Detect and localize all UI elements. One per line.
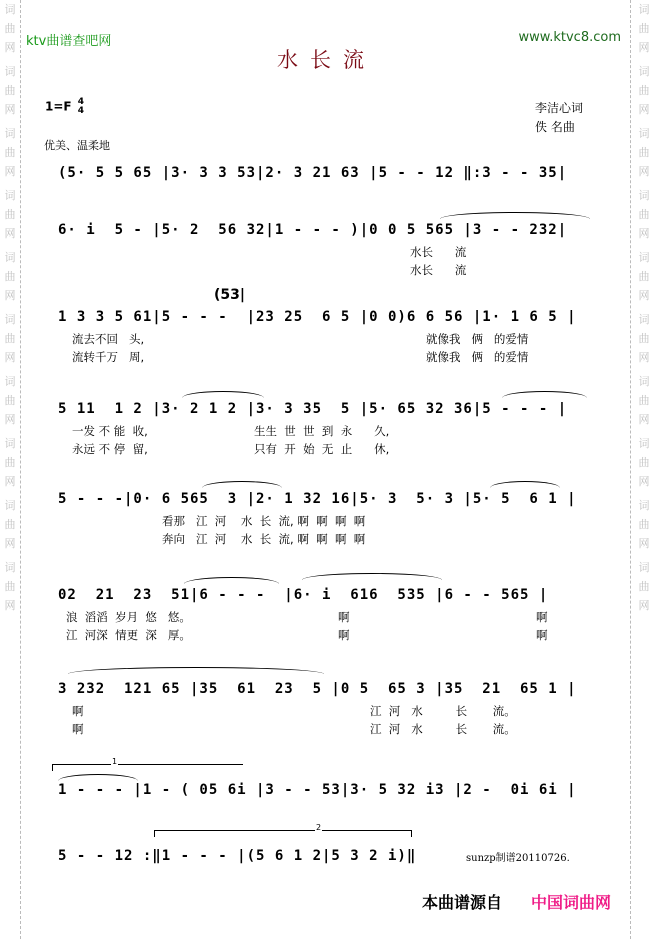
lyrics-verse-1: 浪 滔滔 岁月 悠 悠。 bbox=[66, 610, 191, 624]
lyrics-end-verse-1: 啊 bbox=[536, 610, 548, 624]
volta-bracket-1: 1 bbox=[52, 764, 243, 771]
watermark-glyph: 网 bbox=[4, 475, 16, 488]
site-name-left[interactable]: ktv曲谱查吧网 bbox=[26, 34, 112, 49]
site-url-right[interactable]: www.ktvc8.com bbox=[518, 30, 621, 45]
song-title: 水长流 bbox=[277, 48, 376, 72]
lyrics-verse-2-right: 就像我 俩 的爱情 bbox=[426, 350, 529, 364]
watermark-glyph: 网 bbox=[4, 41, 16, 54]
pickup-notes: (53| bbox=[214, 287, 245, 303]
watermark-glyph: 网 bbox=[4, 537, 16, 550]
watermark-glyph: 网 bbox=[4, 227, 16, 240]
lyrics-verse-1-right: 江 河 水 长 流。 bbox=[370, 704, 516, 718]
notation-line: (5· 5 5 65 |3· 3 3 53|2· 3 21 63 |5 - - 12 ‖:3 - - 35| bbox=[58, 165, 568, 181]
watermark-glyph: 网 bbox=[4, 165, 16, 178]
watermark-glyph: 词 bbox=[4, 313, 16, 326]
notation-line: 5 - - 12 :‖1 - - - |(5 6 1 2|5 3 2 i)‖ bbox=[58, 848, 417, 864]
slur bbox=[502, 391, 587, 398]
watermark-glyph: 曲 bbox=[4, 580, 16, 593]
watermark-glyph: 网 bbox=[4, 103, 16, 116]
watermark-glyph: 词 bbox=[4, 127, 16, 140]
volta-bracket-2: 2 bbox=[154, 830, 412, 837]
watermark-glyph: 词 bbox=[638, 313, 650, 326]
watermark-glyph: 词 bbox=[638, 127, 650, 140]
watermark-glyph: 词 bbox=[638, 189, 650, 202]
lyrics-verse-2: 啊 bbox=[72, 722, 84, 736]
lyrics-verse-1: 啊 bbox=[72, 704, 84, 718]
time-signature: 4 4 bbox=[77, 97, 85, 116]
watermark-glyph: 网 bbox=[4, 413, 16, 426]
watermark-glyph: 网 bbox=[638, 165, 650, 178]
slur bbox=[440, 212, 590, 219]
lyrics-verse-1-right: 生生 世 世 到 永 久, bbox=[254, 424, 390, 438]
watermark-glyph: 网 bbox=[638, 475, 650, 488]
watermark-glyph: 词 bbox=[4, 3, 16, 16]
notation-line: 1 - - - |1 - ( 05 6i |3 - - 53|3· 5 32 i3 |2 - 0i 6i | bbox=[58, 782, 577, 798]
watermark-glyph: 词 bbox=[638, 251, 650, 264]
watermark-glyph: 曲 bbox=[4, 146, 16, 159]
watermark-glyph: 词 bbox=[4, 189, 16, 202]
slur bbox=[202, 481, 282, 488]
slur bbox=[68, 667, 324, 674]
lyrics-verse-2-right: 江 河 水 长 流。 bbox=[370, 722, 516, 736]
watermark-glyph: 曲 bbox=[638, 394, 650, 407]
watermark-glyph: 网 bbox=[4, 351, 16, 364]
slur bbox=[490, 481, 560, 488]
lyricist: 李洁心词 bbox=[535, 101, 584, 115]
watermark-glyph: 网 bbox=[638, 227, 650, 240]
watermark-glyph: 网 bbox=[638, 41, 650, 54]
watermark-glyph: 网 bbox=[638, 289, 650, 302]
watermark-glyph: 词 bbox=[638, 499, 650, 512]
watermark-glyph: 曲 bbox=[638, 518, 650, 531]
lyrics-verse-1: 水长 流 bbox=[410, 245, 467, 259]
watermark-glyph: 网 bbox=[638, 351, 650, 364]
key-label: 1=F bbox=[45, 99, 72, 114]
watermark-glyph: 曲 bbox=[638, 580, 650, 593]
lyrics-verse-2: 流转千万 周, bbox=[72, 350, 145, 364]
source-site-link[interactable]: 中国词曲网 bbox=[531, 893, 612, 912]
watermark-glyph: 网 bbox=[638, 599, 650, 612]
slur bbox=[302, 573, 442, 580]
notation-line: 5 - - -|0· 6 565 3 |2· 1 32 16|5· 3 5· 3 |5· 5 6 1 | bbox=[58, 491, 577, 507]
lyrics-verse-2: 奔向 江 河 水 长 流, 啊 啊 啊 啊 bbox=[162, 532, 366, 546]
watermark-glyph: 网 bbox=[4, 289, 16, 302]
lyrics-verse-1: 看那 江 河 水 长 流, 啊 啊 啊 啊 bbox=[162, 514, 366, 528]
slur bbox=[184, 577, 279, 584]
credits bbox=[535, 99, 583, 137]
watermark-glyph: 曲 bbox=[4, 22, 16, 35]
watermark-glyph: 词 bbox=[4, 65, 16, 78]
notation-line: 6· i 5 - |5· 2 56 32|1 - - - )|0 0 5 565 |3 - - 232| bbox=[58, 222, 568, 238]
notation-line: 02 21 23 51|6 - - - |6· i 616 535 |6 - - 565 | bbox=[58, 587, 549, 603]
tie bbox=[58, 774, 138, 781]
lyrics-mid-verse-2: 啊 bbox=[338, 628, 350, 642]
composer: 佚 名曲 bbox=[535, 120, 575, 134]
watermark-glyph: 曲 bbox=[638, 22, 650, 35]
watermark-glyph: 曲 bbox=[638, 84, 650, 97]
lyrics-verse-2-right: 只有 开 始 无 止 休, bbox=[254, 442, 390, 456]
lyrics-mid-verse-1: 啊 bbox=[338, 610, 350, 624]
lyrics-verse-1: 流去不回 头, bbox=[72, 332, 145, 346]
notation-line: 3 232 121 65 |35 61 23 5 |0 5 65 3 |35 21 65 1 | bbox=[58, 681, 577, 697]
watermark-glyph: 曲 bbox=[4, 518, 16, 531]
watermark-glyph: 曲 bbox=[638, 332, 650, 345]
watermark-glyph: 词 bbox=[638, 561, 650, 574]
notation-line: 5 11 1 2 |3· 2 1 2 |3· 3 35 5 |5· 65 32 36|5 - - - | bbox=[58, 401, 568, 417]
watermark-glyph: 词 bbox=[638, 3, 650, 16]
lyrics-verse-2: 水长 流 bbox=[410, 263, 467, 277]
watermark-glyph: 词 bbox=[4, 561, 16, 574]
watermark-glyph: 曲 bbox=[638, 146, 650, 159]
watermark-glyph: 曲 bbox=[4, 208, 16, 221]
watermark-glyph: 词 bbox=[4, 375, 16, 388]
notation-line: 1 3 3 5 61|5 - - - |23 25 6 5 |0 0)6 6 56 |1· 1 6 5 | bbox=[58, 309, 577, 325]
slur bbox=[182, 391, 264, 398]
watermark-glyph: 曲 bbox=[4, 332, 16, 345]
watermark-glyph: 曲 bbox=[4, 394, 16, 407]
key-signature bbox=[45, 98, 84, 116]
lyrics-end-verse-2: 啊 bbox=[536, 628, 548, 642]
watermark-glyph: 网 bbox=[638, 413, 650, 426]
watermark-glyph: 词 bbox=[638, 437, 650, 450]
lyrics-verse-2: 江 河深 情更 深 厚。 bbox=[66, 628, 191, 642]
lyrics-verse-1: 一发 不 能 收, bbox=[72, 424, 148, 438]
watermark-glyph: 曲 bbox=[4, 270, 16, 283]
watermark-glyph: 曲 bbox=[638, 208, 650, 221]
right-border-watermark bbox=[630, 0, 653, 939]
lyrics-verse-1-right: 就像我 俩 的爱情 bbox=[426, 332, 529, 346]
watermark-glyph: 词 bbox=[4, 499, 16, 512]
watermark-glyph: 曲 bbox=[4, 84, 16, 97]
watermark-glyph: 网 bbox=[4, 599, 16, 612]
watermark-glyph: 词 bbox=[638, 375, 650, 388]
left-border-watermark bbox=[0, 0, 21, 939]
watermark-glyph: 网 bbox=[638, 537, 650, 550]
watermark-glyph: 曲 bbox=[638, 270, 650, 283]
watermark-glyph: 词 bbox=[4, 251, 16, 264]
transcriber-note: sunzp制谱20110726. bbox=[466, 853, 570, 864]
watermark-glyph: 词 bbox=[638, 65, 650, 78]
watermark-glyph: 曲 bbox=[4, 456, 16, 469]
watermark-glyph: 词 bbox=[4, 437, 16, 450]
watermark-glyph: 曲 bbox=[638, 456, 650, 469]
watermark-glyph: 网 bbox=[638, 103, 650, 116]
tempo-marking: 优美、温柔地 bbox=[44, 139, 110, 152]
lyrics-verse-2: 永远 不 停 留, bbox=[72, 442, 148, 456]
source-label: 本曲谱源自 bbox=[422, 893, 503, 912]
